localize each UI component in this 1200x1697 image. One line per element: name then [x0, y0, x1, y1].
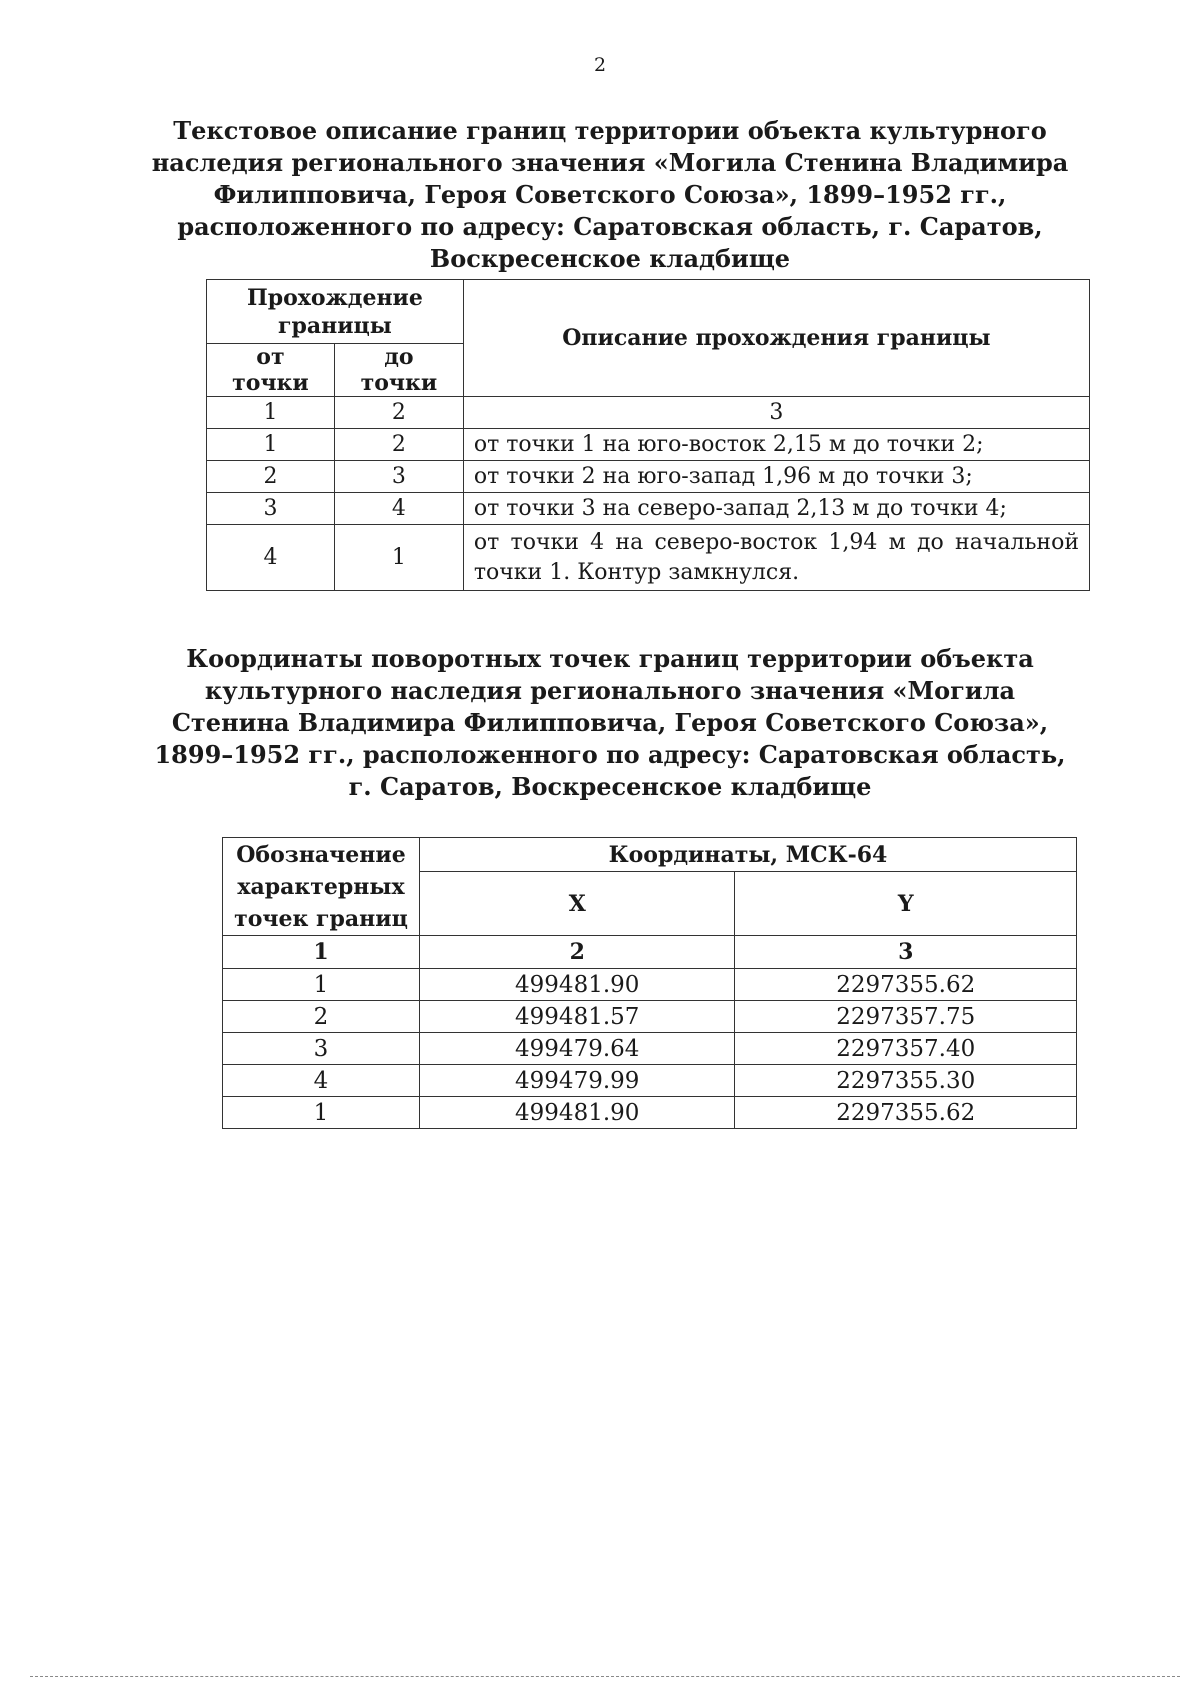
table-row: [207, 429, 1090, 461]
x-coordinate-cell: 499479.64: [419, 1033, 735, 1065]
y-coordinate-cell: 2297357.75: [735, 1001, 1077, 1033]
column-number: 3: [463, 397, 1089, 429]
to-point-cell: 2: [334, 429, 463, 461]
point-cell: 4: [223, 1065, 420, 1097]
header-coordinates: Координаты, МСК-64: [419, 838, 1076, 872]
table-row: [207, 461, 1090, 493]
description-cell: от точки 4 на северо-восток 1,94 м до начальной точки 1. Контур замкнулся.: [463, 525, 1089, 591]
y-coordinate-cell: 2297355.62: [735, 969, 1077, 1001]
header-description: Описание прохождения границы: [463, 280, 1089, 397]
description-cell: от точки 3 на северо-запад 2,13 м до точки 4;: [463, 493, 1089, 525]
x-coordinate-cell: 499481.90: [419, 1097, 735, 1129]
y-coordinate-cell: 2297355.62: [735, 1097, 1077, 1129]
section1-title: Текстовое описание границ территории объекта культурного наследия регионального значения «Могила Стенина Владимира Филипповича, Героя Советского Союза», 1899–1952 гг., расположенного по адресу: Саратовская область, г. Саратов, Воскресенское кладбище: [151, 116, 1069, 273]
header-point-designation: Обозначение характерных точек границ: [223, 838, 420, 936]
column-number: 2: [419, 936, 735, 969]
x-coordinate-cell: 499481.90: [419, 969, 735, 1001]
y-coordinate-cell: 2297357.40: [735, 1033, 1077, 1065]
table-row: [223, 1097, 1077, 1129]
x-coordinate-cell: 499481.57: [419, 1001, 735, 1033]
to-point-cell: 1: [334, 525, 463, 591]
scan-edge-divider: [30, 1676, 1180, 1677]
point-cell: 1: [223, 969, 420, 1001]
section2-title: Координаты поворотных точек границ территории объекта культурного наследия регионального значения «Могила Стенина Владимира Филипповича, Героя Советского Союза», 1899–1952 гг., расположенного по адресу: Саратовская область, г. Саратов, Воскресенское кладбище: [154, 644, 1066, 801]
x-coordinate-cell: 499479.99: [419, 1065, 735, 1097]
table-row: [207, 493, 1090, 525]
column-number: 2: [334, 397, 463, 429]
point-cell: 2: [223, 1001, 420, 1033]
from-point-cell: 3: [207, 493, 335, 525]
table-row: [223, 1001, 1077, 1033]
point-cell: 1: [223, 1097, 420, 1129]
page-number: 2: [593, 54, 607, 76]
from-point-cell: 2: [207, 461, 335, 493]
to-point-cell: 4: [334, 493, 463, 525]
coordinates-table: [222, 837, 1077, 1129]
boundary-description-table: [206, 279, 1090, 591]
y-coordinate-cell: 2297355.30: [735, 1065, 1077, 1097]
from-point-cell: 1: [207, 429, 335, 461]
description-cell: от точки 2 на юго-запад 1,96 м до точки 3;: [463, 461, 1089, 493]
numbering-row: [223, 936, 1077, 969]
from-point-cell: 4: [207, 525, 335, 591]
header-y: Y: [735, 872, 1077, 936]
header-to-point: до точки: [334, 344, 463, 397]
column-number: 1: [207, 397, 335, 429]
point-cell: 3: [223, 1033, 420, 1065]
table-row: [223, 1033, 1077, 1065]
table-row: [207, 525, 1090, 591]
header-boundary-passage: Прохождение границы: [207, 280, 464, 344]
header-from-point: от точки: [207, 344, 335, 397]
to-point-cell: 3: [334, 461, 463, 493]
description-cell: от точки 1 на юго-восток 2,15 м до точки 2;: [463, 429, 1089, 461]
numbering-row: [207, 397, 1090, 429]
header-x: X: [419, 872, 735, 936]
column-number: 3: [735, 936, 1077, 969]
column-number: 1: [223, 936, 420, 969]
table-row: [223, 969, 1077, 1001]
table-row: [223, 1065, 1077, 1097]
